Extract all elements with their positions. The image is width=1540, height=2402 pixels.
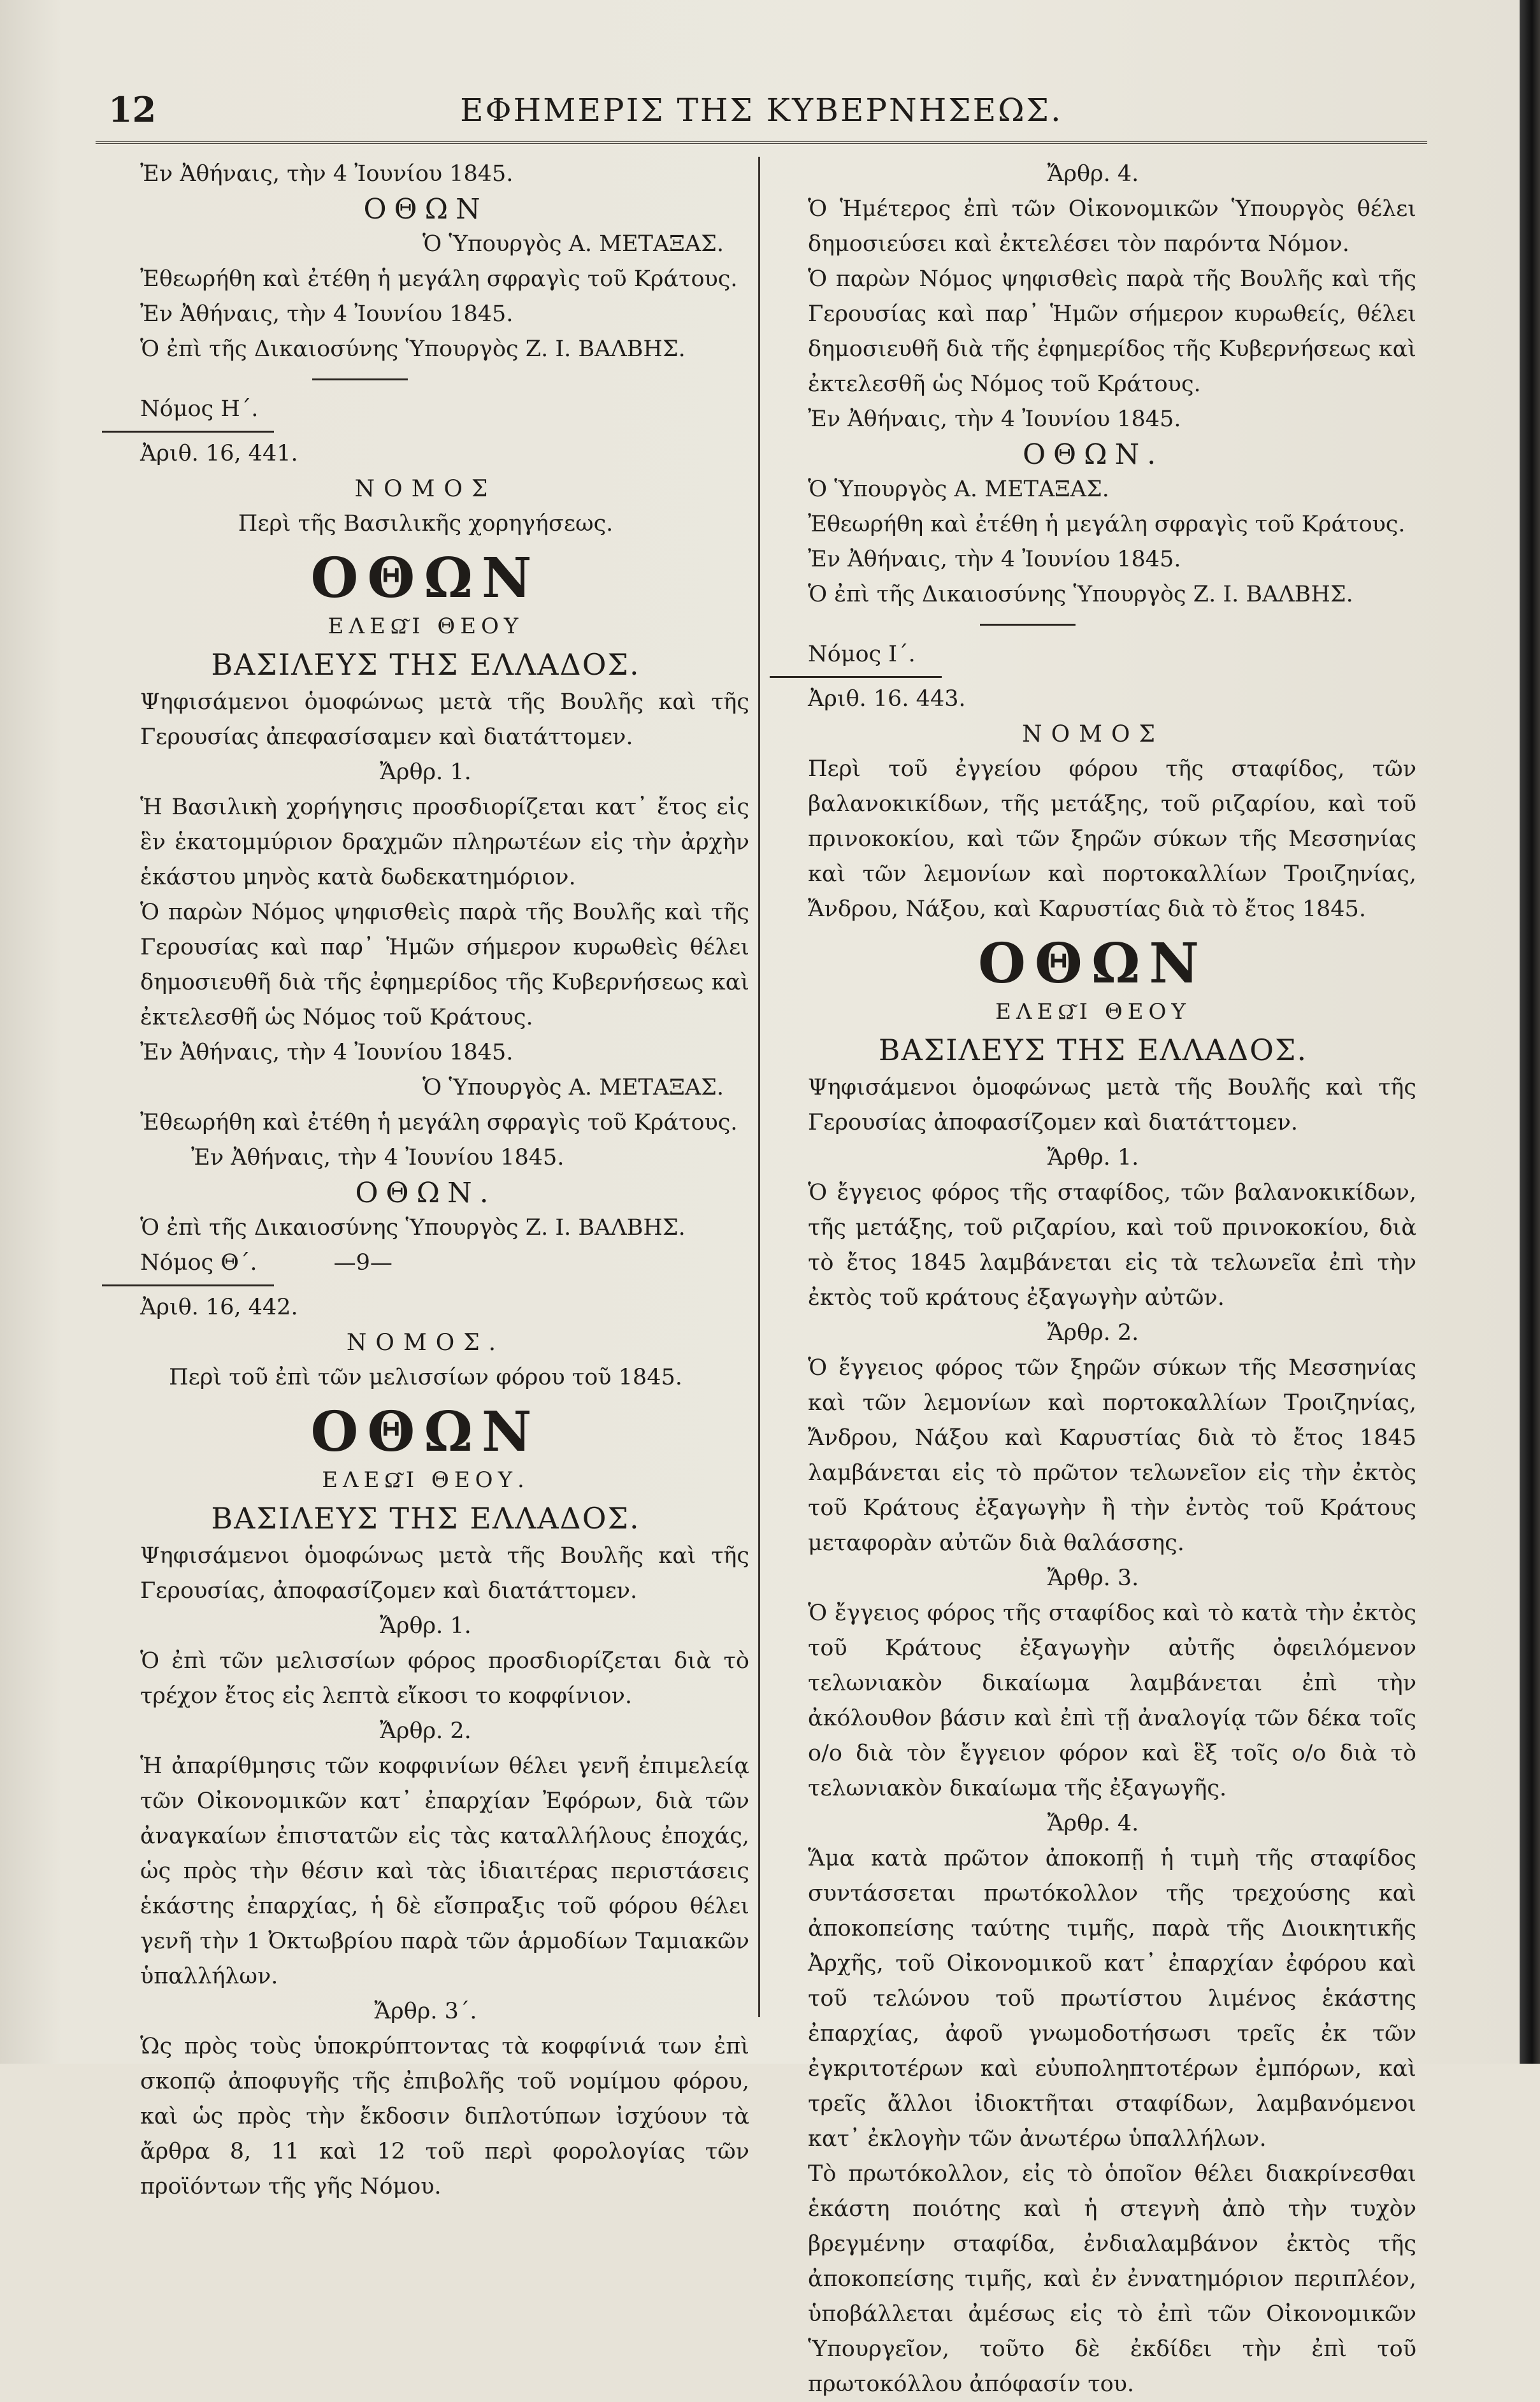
law-i-number: Ἀριθ. 16. 443. [808, 686, 966, 712]
page-header [96, 83, 1427, 134]
law-i-article-1-text: Ὁ ἔγγειος φόρος τῆς σταφίδος, τῶν βαλανοκικίδων, τῆς μετάξης, τοῦ ριζαρίου, καὶ τοῦ πρινοκοκίου, διὰ τὸ ἔτος 1845 λαμβάνεται εἰς τὰ τελωνεῖα ἐπὶ τὴν ἐκτὸς τοῦ κράτους ἐξαγωγὴν αὐτῶν. [808, 1180, 1416, 1311]
law-h-seal: Ἐθεωρήθη καὶ ἐτέθη ἡ μεγάλη σφραγὶς τοῦ Κράτους. [140, 1110, 738, 1135]
left-column [102, 157, 749, 2204]
law-h-justice-minister: Ὁ ἐπὶ τῆς Δικαιοσύνης Ὑπουργὸς Ζ. Ι. ΒΑΛΒΗΣ. [140, 1215, 686, 1241]
law-i-article-2-heading: Ἄρθρ. 2. [1047, 1320, 1139, 1346]
law-i-grace: ΕΛΕΩ͂Ι ΘΕΟΥ [995, 999, 1191, 1025]
law-h-date: Ἐν Ἀθήναις, τὴν 4 Ἰουνίου 1845. [140, 1040, 514, 1065]
law-th-dash: —9— [333, 1250, 392, 1276]
law-th-label-row [102, 1246, 749, 1281]
section-rule [312, 378, 408, 380]
minister: Ὁ Ὑπουργὸς Α. ΜΕΤΑΞΑΣ. [808, 477, 1109, 502]
law-h-article-1-text: Ἡ Βασιλικὴ χορήγησις προσδιορίζεται κατ᾿ ἔτος εἰς ἓν ἑκατομμύριον δραχμῶν πληρωτέων εἰς τὴν ἀρχὴν ἑκάστου μηνὸς κατὰ δωδεκατημόριον. [140, 795, 749, 890]
otho-signature: ΟΘΩΝ. [1022, 438, 1164, 471]
law-i-nomos-heading: ΝΟΜΟΣ [1022, 721, 1164, 747]
law-h-grace: ΕΛΕΩ͂Ι ΘΕΟΥ [327, 614, 524, 639]
law-h-minister: Ὁ Ὑπουργὸς Α. ΜΕΤΑΞΑΣ. [422, 1075, 724, 1100]
law-th-label: Νόμος Θ΄. [140, 1250, 257, 1276]
law-i-subject: Περὶ τοῦ ἐγγείου φόρου τῆς σταφίδος, τῶν βαλανοκικίδων, τῆς μετάξης, τοῦ ριζαρίου, καὶ τοῦ πρινοκοκίου, καὶ τῶν ξηρῶν σύκων τῆς Μεσσηνίας καὶ τῶν λεμονίων καὶ πορτοκαλλίων Τροιζηνίας, Ἄνδρου, Νάξου, καὶ Καρυστίας διὰ τὸ ἔτος 1845. [808, 756, 1416, 922]
law-th-article-1-heading: Ἄρθρ. 1. [380, 1613, 471, 1639]
law-h-label: Νόμος Η΄. [140, 396, 259, 422]
law-th-article-3-text: Ὡς πρὸς τοὺς ὑποκρύπτοντας τὰ κοφφίνιά των ἐπὶ σκοπῷ ἀποφυγῆς τῆς ἐπιβολῆς τοῦ νομίμου φόρου, καὶ ὡς πρὸς τὴν ἔκδοσιν διπλοτύπων ἰσχύουν τὰ ἄρθρα 8, 11 καὶ 12 τοῦ περὶ φορολογίας τῶν προϊόντων τῆς γῆς Νόμου. [140, 2034, 749, 2199]
law-th-article-3-heading: Ἄρθρ. 3΄. [374, 1999, 477, 2024]
column-divider [758, 157, 760, 2017]
law-th-king-title: ΒΑΣΙΛΕΥΣ ΤΗΣ ΕΛΛΑΔΟΣ. [211, 1501, 640, 1535]
law-th-subject: Περὶ τοῦ ἐπὶ τῶν μελισσίων φόρου τοῦ 1845. [169, 1365, 682, 1390]
page-binding-edge [1520, 0, 1540, 2064]
top-justice-minister: Ὁ ἐπὶ τῆς Δικαιοσύνης Ὑπουργὸς Ζ. Ι. ΒΑΛΒΗΣ. [140, 336, 686, 362]
law-h-otho-heading: ΟΘΩΝ [310, 546, 541, 610]
law-th-article-1-text: Ὁ ἐπὶ τῶν μελισσίων φόρος προσδιορίζεται διὰ τὸ τρέχον ἔτος εἰς λεπτὰ εἴκοσι το κοφφίνιον. [140, 1648, 749, 1709]
article-4-text: Ὁ Ἡμέτερος ἐπὶ τῶν Οἰκονομικῶν Ὑπουργὸς θέλει δημοσιεύσει καὶ ἐκτελέσει τὸν παρόντα Νόμον. [808, 196, 1416, 257]
top-date: Ἐν Ἀθήναις, τὴν 4 Ἰουνίου 1845. [140, 161, 514, 187]
law-h-article-1-heading: Ἄρθρ. 1. [380, 759, 471, 785]
publish-date: Ἐν Ἀθήναις, τὴν 4 Ἰουνίου 1845. [808, 406, 1181, 432]
law-h-king-title: ΒΑΣΙΛΕΥΣ ΤΗΣ ΕΛΛΑΔΟΣ. [211, 647, 640, 682]
law-rule [770, 676, 942, 678]
law-th-preamble: Ψηφισάμενοι ὁμοφώνως μετὰ τῆς Βουλῆς καὶ τῆς Γερουσίας, ἀποφασίζομεν καὶ διατάττομεν. [140, 1543, 749, 1604]
top-seal-date: Ἐν Ἀθήναις, τὴν 4 Ἰουνίου 1845. [140, 301, 514, 327]
law-th-nomos-heading: ΝΟΜΟΣ. [346, 1330, 505, 1356]
running-title: ΕΦΗΜΕΡΙΣ ΤΗΣ ΚΥΒΕΡΝΗΣΕΩΣ. [460, 92, 1063, 129]
right-column [770, 157, 1416, 2402]
law-i-otho-heading: ΟΘΩΝ [978, 931, 1208, 996]
law-i-article-4-text: Ἅμα κατὰ πρῶτον ἀποκοπῇ ἡ τιμὴ τῆς σταφίδος συντάσσεται πρωτόκολλον τῆς τρεχούσης καὶ ἀποκοπείσης ταύτης τιμῆς, παρὰ τῆς Διοικητικῆς Ἀρχῆς, τοῦ Οἰκονομικοῦ κατ᾿ ἐπαρχίαν ἐφόρου καὶ τοῦ τελώνου τοῦ πρωτίστου λιμένος ἑκάστης ἐπαρχίας, ἀφοῦ γνωμοδοτήσωσι τρεῖς ἐκ τῶν ἐγκριτοτέρων καὶ εὐυποληπτοτέρων ἐμπόρων, καὶ τρεῖς ἄλλοι ἰδιοκτῆται σταφίδων, λαμβανόμενοι κατ᾿ ἐκλογὴν τῶν ἀνωτέρω ὑπαλλήλων. [808, 1846, 1416, 2152]
law-rule [102, 1284, 274, 1286]
law-rule [102, 431, 274, 433]
law-th-article-2-text: Ἡ ἀπαρίθμησις τῶν κοφφινίων θέλει γενῆ ἐπιμελείᾳ τῶν Οἰκονομικῶν κατ᾿ ἐπαρχίαν Ἐφόρων, διὰ τῶν ἀναγκαίων ἐπιστατῶν εἰς τὰς καταλλήλους ἐποχάς, ὡς πρὸς τὴν θέσιν καὶ τὰς ἰδιαιτέρας περιστάσεις ἑκάστης ἐπαρχίας, ἡ δὲ εἴσπραξις τοῦ φόρου θέλει γενῆ τὴν 1 Ὀκτωβρίου παρὰ τῶν ἁρμοδίων Ταμιακῶν ὑπαλλήλων. [140, 1753, 749, 1989]
top-minister: Ὁ Ὑπουργὸς Α. ΜΕΤΑΞΑΣ. [422, 231, 724, 257]
seal: Ἐθεωρήθη καὶ ἐτέθη ἡ μεγάλη σφραγὶς τοῦ Κράτους. [808, 512, 1406, 537]
publish-clause: Ὁ παρὼν Νόμος ψηφισθεὶς παρὰ τῆς Βουλῆς καὶ τῆς Γερουσίας καὶ παρ᾿ Ἡμῶν σήμερον κυρωθείς, θέλει δημοσιευθῆ διὰ τῆς ἐφημερίδος τῆς Κυβερνήσεως καὶ ἐκτελεσθῆ ὡς Νόμος τοῦ Κράτους. [808, 266, 1416, 397]
law-h-number: Ἀριθ. 16, 441. [140, 441, 298, 466]
top-otho-signature: ΟΘΩΝ [363, 193, 488, 226]
page-number: 12 [108, 89, 157, 130]
law-th-article-2-heading: Ἄρθρ. 2. [380, 1718, 471, 1744]
law-h-preamble: Ψηφισάμενοι ὁμοφώνως μετὰ τῆς Βουλῆς καὶ τῆς Γερουσίας ἀπεφασίσαμεν καὶ διατάττομεν. [140, 689, 749, 750]
law-th-number: Ἀριθ. 16, 442. [140, 1295, 298, 1320]
law-h-seal-date: Ἐν Ἀθήναις, τὴν 4 Ἰουνίου 1845. [191, 1145, 565, 1170]
law-i-article-1-heading: Ἄρθρ. 1. [1047, 1145, 1139, 1170]
justice-minister: Ὁ ἐπὶ τῆς Δικαιοσύνης Ὑπουργὸς Ζ. Ι. ΒΑΛΒΗΣ. [808, 582, 1353, 607]
law-i-king-title: ΒΑΣΙΛΕΥΣ ΤΗΣ ΕΛΛΑΔΟΣ. [878, 1033, 1308, 1067]
section-rule [980, 624, 1076, 626]
law-i-label: Νόμος Ι΄. [808, 642, 916, 667]
law-i-article-2-text: Ὁ ἔγγειος φόρος τῶν ξηρῶν σύκων τῆς Μεσσηνίας καὶ τῶν λεμονίων καὶ πορτοκαλλίων Τροιζηνίας, Ἄνδρου, Νάξου καὶ Καρυστίας διὰ τὸ ἔτος 1845 λαμβάνεται εἰς τὸ πρῶτον τελωνεῖον εἰς τὴν ἐκτὸς τοῦ Κράτους ἐξαγωγὴν ἢ τὴν ἐντὸς τοῦ Κράτους μεταφορὰν αὐτῶν διὰ θαλάσσης. [808, 1355, 1416, 1556]
law-h-publish-clause: Ὁ παρὼν Νόμος ψηφισθεὶς παρὰ τῆς Βουλῆς καὶ τῆς Γερουσίας καὶ παρ᾿ Ἡμῶν σήμερον κυρωθεὶς θέλει δημοσιευθῆ διὰ τῆς ἐφημερίδος τῆς Κυβερνήσεως καὶ ἐκτελεσθῆ ὡς Νόμος τοῦ Κράτους. [140, 900, 749, 1030]
law-h-subject: Περὶ τῆς Βασιλικῆς χορηγήσεως. [238, 511, 614, 536]
law-i-article-3-text: Ὁ ἔγγειος φόρος τῆς σταφίδος καὶ τὸ κατὰ τὴν ἐκτὸς τοῦ Κράτους ἐξαγωγὴν αὐτῆς ὀφειλόμενον τελωνιακὸν δικαίωμα λαμβάνεται ἐπὶ τὴν ἀκόλουθον βάσιν καὶ ἐπὶ τῇ ἀναλογίᾳ τῶν δέκα τοῖς ο/ο διὰ τὸν ἔγγειον φόρον καὶ ἓξ τοῖς ο/ο διὰ τὸ τελωνιακὸν δικαίωμα τῆς ἐξαγωγῆς. [808, 1600, 1416, 1801]
law-th-otho-heading: ΟΘΩΝ [310, 1400, 541, 1464]
law-h-nomos-heading: ΝΟΜΟΣ [354, 476, 497, 502]
law-i-article-4-text-continued: Τὸ πρωτόκολλον, εἰς τὸ ὁποῖον θέλει διακρίνεσθαι ἑκάστη ποιότης καὶ ἡ στεγνὴ ἀπὸ τὴν τυχὸν βρεγμένην σταφίδα, ἐνδιαλαμβάνον ἐκτὸς τῆς ἀποκοπείσης τιμῆς, καὶ ἐν ἐννατημόριον περιπλέον, ὑποβάλλεται ἀμέσως εἰς τὸ ἐπὶ τῶν Οἰκονομικῶν Ὑπουργεῖον, τοῦτο δὲ ἐκδίδει τὴν ἐπὶ τοῦ πρωτοκόλλου ἀπόφασίν του. [808, 2161, 1416, 2397]
law-h-otho-signature: ΟΘΩΝ. [355, 1177, 496, 1209]
article-4-heading: Ἄρθρ. 4. [1047, 161, 1139, 187]
header-rule [96, 141, 1427, 144]
seal-date: Ἐν Ἀθήναις, τὴν 4 Ἰουνίου 1845. [808, 547, 1181, 572]
top-seal: Ἐθεωρήθη καὶ ἐτέθη ἡ μεγάλη σφραγὶς τοῦ Κράτους. [140, 266, 738, 292]
law-th-grace: ΕΛΕΩ͂Ι ΘΕΟΥ. [322, 1467, 529, 1493]
law-i-preamble: Ψηφισάμενοι ὁμοφώνως μετὰ τῆς Βουλῆς καὶ τῆς Γερουσίας ἀποφασίζομεν καὶ διατάττομεν. [808, 1075, 1416, 1135]
law-i-article-3-heading: Ἄρθρ. 3. [1047, 1565, 1139, 1591]
law-i-article-4-heading: Ἄρθρ. 4. [1047, 1811, 1139, 1836]
